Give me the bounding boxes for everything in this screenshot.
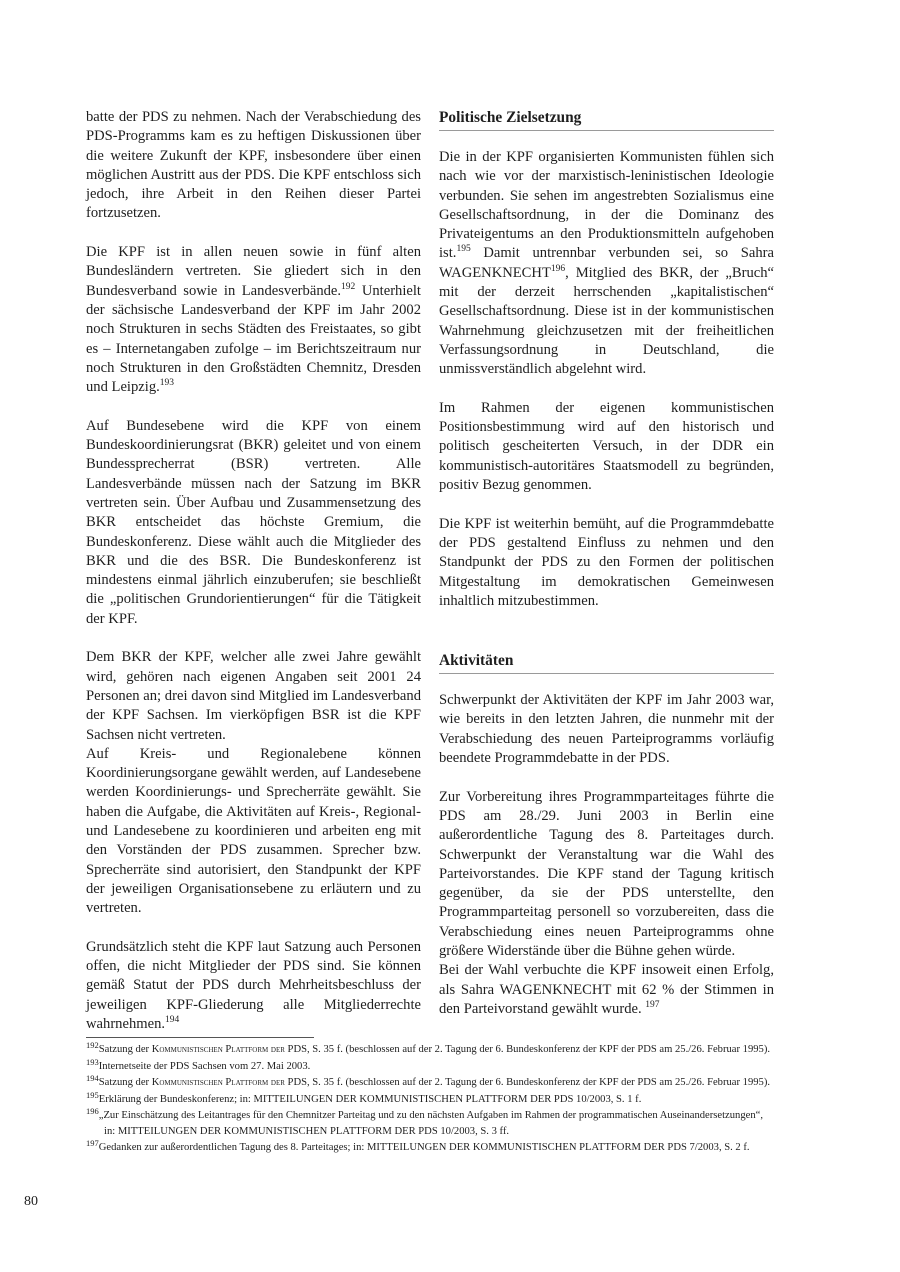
section-heading: Aktivitäten [439, 651, 774, 674]
paragraph: Im Rahmen der eigenen kommunistischen Positionsbestimmung wird auf den historisch und politisch gescheiterten Versuch, in der DDR ein kommunistisch-autoritäres Staatsmodell zu begründen, positiv Bezug genommen. [439, 399, 774, 494]
paragraph: Dem BKR der KPF, welcher alle zwei Jahre gewählt wird, gehören nach eigenen Angaben seit 2001 24 Personen an; drei davon sind Mitglied im Landesverband der KPF Sachsen. Im vierköpfigen BSR ist die KPF Sachsen nicht vertreten. [86, 649, 421, 743]
footnote: $^{195}$Erklärung der Bundeskonferenz; in: MITTEILUNGEN DER KOMMUNISTISCHEN PLATTFORM DER PDS 10/2003, S. 1 f. [86, 1089, 642, 1105]
page-number: 80 [24, 1194, 38, 1209]
footnotes [86, 1042, 774, 1157]
right-column [439, 108, 774, 1019]
footnote-ref[interactable]: 192 [341, 281, 356, 292]
paragraph: Auf Bundesebene wird die KPF von einem Bundeskoordinierungsrat (BKR) geleitet und von einem Bundessprecherrat (BSR) vertreten. Alle Landesverbände müssen nach der Satzung im BKR vertreten sein. Über Aufbau und Zusammensetzung des BKR entscheidet das höchste Gremium, die Bundeskonferenz. Diese wählt auch die Mitglieder des BKR und die des BSR. Die Bundeskonferenz ist mindestens einmal jährlich einzuberufen; sie beschließt die „politischen Grundorientierungen“ für die Tätigkeit der KPF. [86, 417, 421, 627]
paragraph: Schwerpunkt der Aktivitäten der KPF im Jahr 2003 war, wie bereits in den letzten Jahren, die nunmehr mit der Verabschiedung des neuen Parteiprogramms vorläufig beendete Programmdebatte in der PDS. [439, 692, 774, 767]
footnote-ref[interactable]: 197 [645, 999, 660, 1010]
footnote-ref[interactable]: 194 [165, 1014, 180, 1025]
left-column [86, 108, 421, 1034]
paragraph: Die KPF ist weiterhin bemüht, auf die Programmdebatte der PDS gestaltend Einfluss zu nehmen und den Standpunkt der PDS zu den Formen der politischen Mitgestaltung im demokratischen Gemeinwesen inhaltlich mitzubestimmen. [439, 515, 774, 609]
footnote: $^{194}$Satzung der Kommunistischen Plattform der PDS, S. 35 f. (beschlossen auf der 2. Tagung der 6. Bundeskonferenz der KPF der PDS am 25./26. Februar 1995). [86, 1073, 771, 1088]
footnote-divider [86, 1037, 314, 1038]
paragraph: batte der PDS zu nehmen. Nach der Verabschiedung des PDS-Programms kam es zu heftigen Diskussionen über die weitere Zukunft der KPF, insbesondere über einen möglichen Austritt aus der PDS. Die KPF entschloss sich jedoch, ihre Arbeit in den Reihen dieser Partei fortzusetzen. [86, 109, 421, 222]
paragraph: Die in der KPF organisierten Kommunisten fühlen sich nach wie vor der marxistisch-leninistischen Ideologie verbunden. Sie sehen im angestrebten Sozialismus eine Gesellschaftsordnung, in der die Dominanz des Privateigentums an den Produktionsmitteln aufgehoben ist.$^{195}$ Damit untrennbar verbunden sei, so Sahra WAGENKNECHT$^{196}$, Mitglied des BKR, der „Bruch“ mit der derzeit herrschenden „kapitalistischen“ Gesellschaftsordnung. Diese ist in der kommunistischen Wahrnehmung gleichzusetzen mit der freiheitlichen Verfassungsordnung in Deutschland, die unmissverständlich abgelehnt wird. [439, 149, 774, 378]
paragraph: Grundsätzlich steht die KPF laut Satzung auch Personen offen, die nicht Mitglieder der PDS sind. Sie können gemäß Statut der PDS durch Mehrheitsbeschluss der jeweiligen KPF-Gliederung alle Mitgliederrechte wahrnehmen.$^{194}$ [86, 938, 421, 1032]
footnote-ref[interactable]: 196 [550, 263, 566, 274]
footnote-ref[interactable]: 195 [456, 244, 471, 255]
footnote: $^{197}$Gedanken zur außerordentlichen Tagung des 8. Parteitages; in: MITTEILUNGEN DER KOMMUNISTISCHEN PLATTFORM DER PDS 7/2003, S. 2 f. [86, 1138, 750, 1153]
section-heading: Politische Zielsetzung [439, 108, 774, 131]
footnote: $^{196}$„Zur Einschätzung des Leitantrages für den Chemnitzer Parteitag und zu den nächsten Aufgaben im Rahmen der programmatischen Auseinandersetzungen“, in: MITTEILUNGEN DER KOMMUNISTISCHEN PLATTFORM DER PDS 10/2003, S. 3 ff. [86, 1106, 763, 1137]
paragraph: Zur Vorbereitung ihres Programmparteitages führte die PDS am 28./29. Juni 2003 in Berlin eine außerordentliche Tagung des 8. Parteitages durch. Schwerpunkt der Veranstaltung war die Wahl des Parteivorstandes. Die KPF stand der Tagung kritisch gegenüber, da sie der PDS unterstellte, den Programmparteitag personell so vorzubereiten, dass die Verabschiedung eines neuen Parteiprogramms ohne größere Widerstände über die Bühne gehen würde. [439, 788, 774, 959]
paragraph: Bei der Wahl verbuchte die KPF insoweit einen Erfolg, als Sahra WAGENKNECHT mit 62 % der Stimmen in den Parteivorstand gewählt wurde. $^{197}$ [439, 962, 774, 1017]
footnote: $^{192}$Satzung der Kommunistischen Plattform der PDS, S. 35 f. (beschlossen auf der 2. Tagung der 6. Bundeskonferenz der KPF der PDS am 25./26. Februar 1995). [86, 1040, 771, 1055]
paragraph: Auf Kreis- und Regionalebene können Koordinierungsorgane gewählt werden, auf Landesebene werden Koordinierungs- und Sprecherräte gewählt. Sie haben die Aufgabe, die Aktivitäten auf Kreis-, Regional- und Landesebene zu koordinieren und arbeiten eng mit den Vorständen der PDS zusammen. Sprecher bzw. Sprecherräte sind autorisiert, den Standpunkt der KPF der jeweiligen Organisationsebene zu erläutern und zu vertreten. [86, 745, 421, 917]
footnote-ref[interactable]: 193 [159, 378, 175, 389]
paragraph: Die KPF ist in allen neuen sowie in fünf alten Bundesländern vertreten. Sie gliedert sich in den Bundesverband sowie in Landesverbände.$^{192}$ Unterhielt der sächsische Landesverband der KPF im Jahr 2002 noch Strukturen in sechs Städten des Freistaates, so gibt es – Internetangaben zufolge – im Berichtszeitraum nur noch Strukturen in den Großstädten Chemnitz, Dresden und Leipzig.$^{193}$ [86, 244, 421, 396]
footnote: $^{193}$Internetseite der PDS Sachsen vom 27. Mai 2003. [86, 1056, 311, 1072]
